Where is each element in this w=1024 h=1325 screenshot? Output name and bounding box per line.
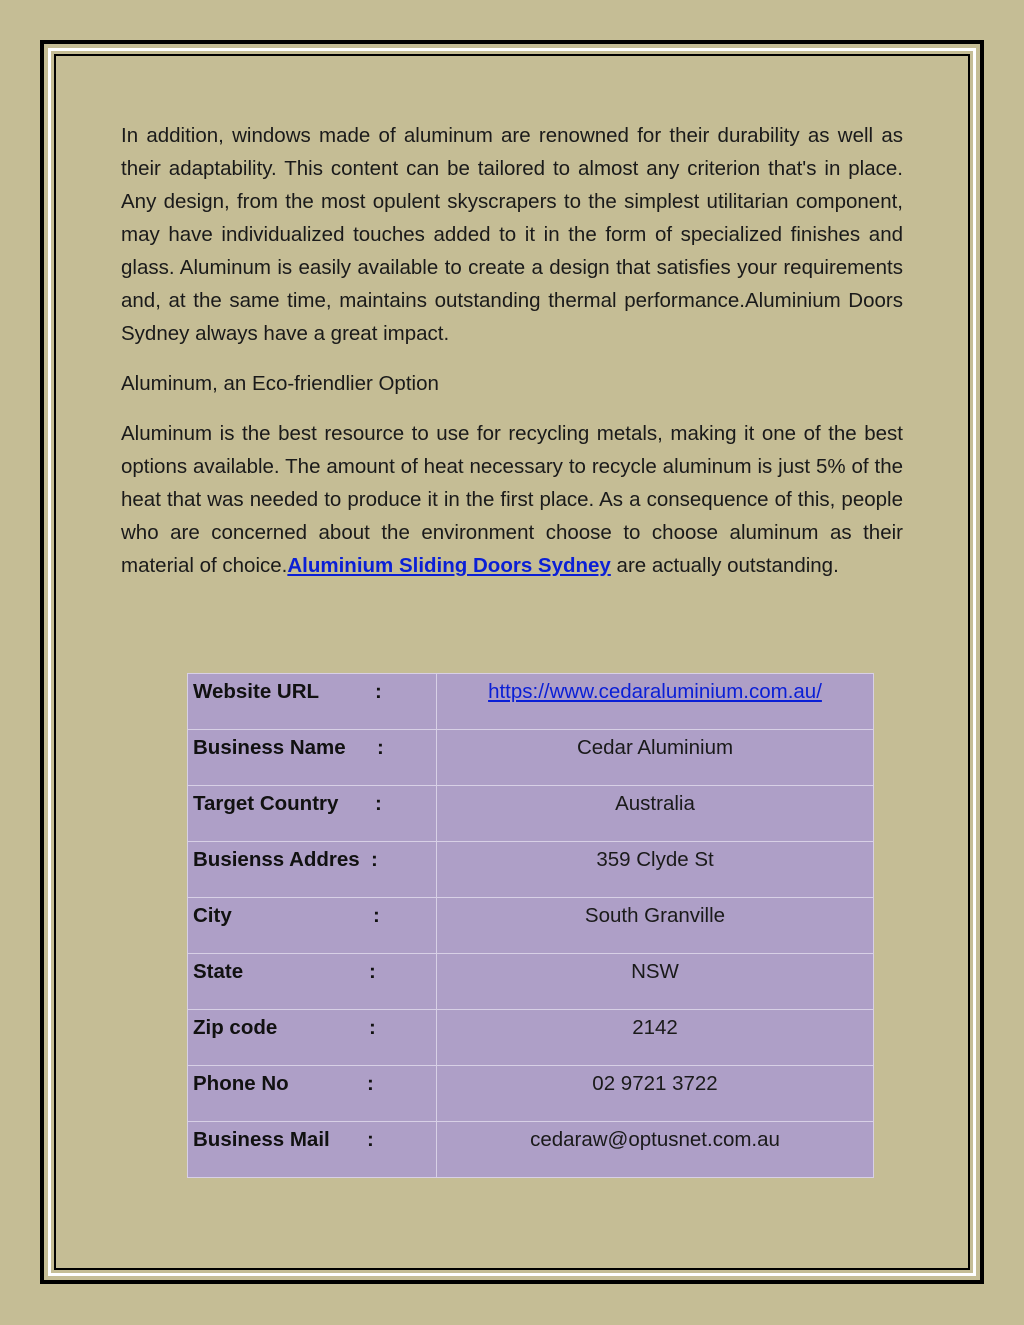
value-cell: 359 Clyde St [437,842,874,898]
value-cell: NSW [437,954,874,1010]
value-cell: 02 9721 3722 [437,1066,874,1122]
recycling-paragraph [121,417,903,582]
row-colon: : [367,1128,374,1151]
row-colon: : [369,960,376,983]
table-row [188,674,874,730]
table-row [188,842,874,898]
row-colon: : [375,680,382,703]
recycling-paragraph-tail: are actually outstanding. [610,554,839,577]
label-cell [188,954,437,1010]
table-row [188,730,874,786]
row-label: State [193,960,244,983]
table-row [188,786,874,842]
row-label: Busienss Addres [193,848,360,871]
label-cell [188,1066,437,1122]
label-cell [188,786,437,842]
table-row [188,1122,874,1178]
table-row [188,1066,874,1122]
section-heading: Aluminum, an Eco-friendlier Option [121,372,439,395]
label-cell [188,898,437,954]
label-cell [188,1010,437,1066]
row-colon: : [377,736,384,759]
website-url-link[interactable]: https://www.cedaraluminium.com.au/ [488,680,822,703]
label-cell [188,674,437,730]
table-row [188,1010,874,1066]
row-colon: : [367,1072,374,1095]
value-cell: Cedar Aluminium [437,730,874,786]
value-cell: South Granville [437,898,874,954]
row-label: Zip code [193,1016,278,1039]
row-label: Business Mail [193,1128,330,1151]
recycling-paragraph-text: Aluminum is the best resource to use for recycling metals, making it one of the best options available. The amount of heat necessary to recycle aluminum is just 5% of the heat that was needed to produce it in the first place. As a consequence of this, people who are concerned about the environment choose to choose aluminum as their material of choice. [121,422,903,577]
table-row [188,954,874,1010]
label-cell [188,1122,437,1178]
row-label: Phone No [193,1072,289,1095]
label-cell [188,842,437,898]
value-cell: cedaraw@optusnet.com.au [437,1122,874,1178]
business-info-table [187,673,874,1178]
row-label: Business Name [193,736,346,759]
value-cell: 2142 [437,1010,874,1066]
table-row [188,898,874,954]
label-cell [188,730,437,786]
row-colon: : [375,792,382,815]
row-label: Target Country [193,792,339,815]
intro-paragraph: In addition, windows made of aluminum are renowned for their durability as well as their adaptability. This content can be tailored to almost any criterion that's in place. Any design, from the most opulent skyscrapers to the simplest utilitarian component, may have individualized touches added to it in the form of specialized finishes and glass. Aluminum is easily available to create a design that satisfies your requirements and, at the same time, maintains outstanding thermal performance.Aluminium Doors Sydney always have a great impact. [121,124,903,345]
row-label: City [193,904,232,927]
document-body [121,119,903,582]
value-cell: Australia [437,786,874,842]
row-colon: : [369,1016,376,1039]
aluminium-sliding-doors-link[interactable]: Aluminium Sliding Doors Sydney [287,554,611,577]
value-cell [437,674,874,730]
row-colon: : [373,904,380,927]
row-label: Website URL [193,680,320,703]
row-colon: : [371,848,378,871]
